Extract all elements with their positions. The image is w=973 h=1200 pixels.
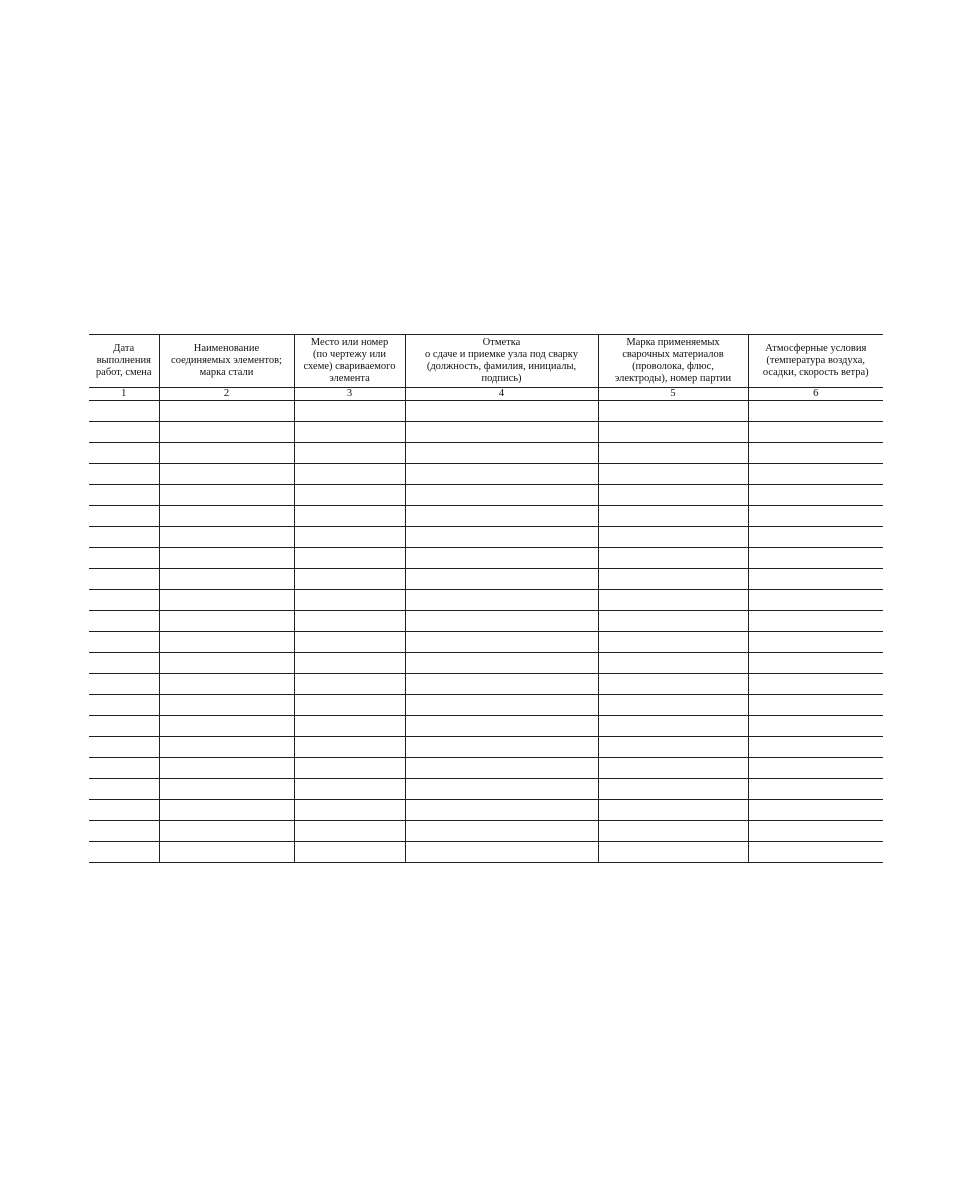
- table-row: [89, 758, 883, 779]
- table-cell: [405, 716, 598, 737]
- table-cell: [598, 674, 748, 695]
- table-cell: [598, 779, 748, 800]
- column-number: 6: [748, 388, 883, 401]
- header-acceptance-mark: Отметка о сдаче и приемке узла под сварку (должность, фамилия, инициалы, подпись): [405, 335, 598, 388]
- table-cell: [598, 716, 748, 737]
- table-cell: [159, 821, 294, 842]
- table-cell: [598, 527, 748, 548]
- table-cell: [405, 758, 598, 779]
- table-cell: [405, 548, 598, 569]
- table-row: [89, 653, 883, 674]
- table-cell: [89, 569, 159, 590]
- table-row: [89, 842, 883, 863]
- table-cell: [89, 716, 159, 737]
- table-cell: [89, 590, 159, 611]
- header-element-names-steel-grade: Наименование соединяемых элементов; марка стали: [159, 335, 294, 388]
- table-cell: [89, 695, 159, 716]
- table-cell: [598, 401, 748, 422]
- table-cell: [598, 569, 748, 590]
- table-cell: [159, 422, 294, 443]
- header-work-date-shift: Дата выполнения работ, смена: [89, 335, 159, 388]
- table-cell: [294, 569, 405, 590]
- table-cell: [748, 422, 883, 443]
- table-cell: [405, 569, 598, 590]
- table-row: [89, 548, 883, 569]
- table-cell: [748, 758, 883, 779]
- table-cell: [748, 716, 883, 737]
- table-cell: [294, 779, 405, 800]
- table-cell: [294, 842, 405, 863]
- table-cell: [748, 779, 883, 800]
- table-cell: [294, 443, 405, 464]
- table-cell: [405, 821, 598, 842]
- table-row: [89, 401, 883, 422]
- table-cell: [598, 758, 748, 779]
- table-cell: [89, 674, 159, 695]
- table-row: [89, 443, 883, 464]
- table-cell: [159, 737, 294, 758]
- table-cell: [89, 800, 159, 821]
- table-cell: [159, 674, 294, 695]
- table-row: [89, 632, 883, 653]
- table-cell: [598, 695, 748, 716]
- table-cell: [89, 548, 159, 569]
- table-cell: [598, 485, 748, 506]
- table-cell: [598, 548, 748, 569]
- table-cell: [294, 674, 405, 695]
- table-cell: [405, 632, 598, 653]
- table-cell: [294, 401, 405, 422]
- table-cell: [748, 443, 883, 464]
- table-cell: [294, 758, 405, 779]
- header-element-location: Место или номер (по чертежу или схеме) свариваемого элемента: [294, 335, 405, 388]
- table-cell: [748, 800, 883, 821]
- table-cell: [89, 632, 159, 653]
- table-row: [89, 800, 883, 821]
- table-cell: [294, 821, 405, 842]
- table-cell: [748, 401, 883, 422]
- table-cell: [748, 695, 883, 716]
- table-cell: [159, 842, 294, 863]
- table-cell: [405, 653, 598, 674]
- table-cell: [598, 653, 748, 674]
- table-row: [89, 464, 883, 485]
- header-welding-materials: Марка применяемых сварочных материалов (проволока, флюс, электроды), номер партии: [598, 335, 748, 388]
- table-cell: [159, 590, 294, 611]
- table-cell: [405, 443, 598, 464]
- table-cell: [294, 506, 405, 527]
- column-number: 1: [89, 388, 159, 401]
- table-cell: [294, 485, 405, 506]
- table-row: [89, 695, 883, 716]
- table-cell: [159, 611, 294, 632]
- column-number: 2: [159, 388, 294, 401]
- table-cell: [159, 401, 294, 422]
- table-cell: [89, 485, 159, 506]
- table-cell: [598, 821, 748, 842]
- table-cell: [405, 695, 598, 716]
- table-cell: [405, 485, 598, 506]
- table-cell: [405, 527, 598, 548]
- column-number: 3: [294, 388, 405, 401]
- table-row: [89, 527, 883, 548]
- table-cell: [159, 485, 294, 506]
- table-cell: [748, 842, 883, 863]
- table-cell: [159, 716, 294, 737]
- table-cell: [159, 548, 294, 569]
- table-cell: [405, 590, 598, 611]
- table-cell: [89, 737, 159, 758]
- table-cell: [748, 569, 883, 590]
- table-cell: [405, 842, 598, 863]
- journal-body: [89, 401, 883, 863]
- table-cell: [159, 758, 294, 779]
- table-cell: [159, 779, 294, 800]
- table-row: [89, 611, 883, 632]
- table-cell: [748, 506, 883, 527]
- table-cell: [294, 653, 405, 674]
- table-row: [89, 716, 883, 737]
- table-cell: [89, 779, 159, 800]
- table-cell: [748, 590, 883, 611]
- table-cell: [748, 464, 883, 485]
- table-cell: [294, 464, 405, 485]
- table-cell: [89, 821, 159, 842]
- table-cell: [294, 548, 405, 569]
- table-cell: [405, 611, 598, 632]
- table-cell: [748, 821, 883, 842]
- table-cell: [89, 464, 159, 485]
- table-cell: [598, 443, 748, 464]
- table-cell: [294, 632, 405, 653]
- table-cell: [405, 506, 598, 527]
- table-row: [89, 674, 883, 695]
- table-cell: [405, 674, 598, 695]
- table-cell: [294, 590, 405, 611]
- table-cell: [598, 632, 748, 653]
- table-cell: [598, 422, 748, 443]
- table-row: [89, 506, 883, 527]
- table-cell: [159, 653, 294, 674]
- table-cell: [405, 401, 598, 422]
- table-cell: [405, 422, 598, 443]
- table-cell: [598, 611, 748, 632]
- welding-journal-table: [89, 334, 883, 863]
- table-row: [89, 485, 883, 506]
- table-cell: [748, 737, 883, 758]
- table-cell: [159, 800, 294, 821]
- table-cell: [89, 401, 159, 422]
- table-cell: [159, 632, 294, 653]
- table-cell: [294, 422, 405, 443]
- table-cell: [89, 443, 159, 464]
- table-cell: [598, 464, 748, 485]
- table-row: [89, 737, 883, 758]
- table-cell: [405, 737, 598, 758]
- table-cell: [89, 422, 159, 443]
- table-cell: [294, 695, 405, 716]
- table-cell: [748, 632, 883, 653]
- table-cell: [89, 527, 159, 548]
- table-row: [89, 422, 883, 443]
- table-cell: [405, 464, 598, 485]
- table-cell: [89, 611, 159, 632]
- table-cell: [598, 842, 748, 863]
- table-row: [89, 590, 883, 611]
- column-number-row: [89, 388, 883, 401]
- welding-journal-form: [89, 334, 883, 863]
- table-row: [89, 779, 883, 800]
- table-cell: [748, 674, 883, 695]
- table-cell: [159, 443, 294, 464]
- table-cell: [748, 611, 883, 632]
- table-cell: [294, 527, 405, 548]
- table-cell: [748, 653, 883, 674]
- table-cell: [405, 779, 598, 800]
- table-cell: [89, 758, 159, 779]
- table-cell: [748, 548, 883, 569]
- table-cell: [748, 485, 883, 506]
- table-cell: [294, 611, 405, 632]
- table-cell: [159, 506, 294, 527]
- table-cell: [159, 695, 294, 716]
- table-row: [89, 821, 883, 842]
- table-cell: [598, 800, 748, 821]
- table-cell: [294, 716, 405, 737]
- table-cell: [405, 800, 598, 821]
- table-cell: [748, 527, 883, 548]
- table-cell: [598, 590, 748, 611]
- table-row: [89, 569, 883, 590]
- table-cell: [89, 653, 159, 674]
- table-cell: [159, 527, 294, 548]
- table-cell: [294, 800, 405, 821]
- table-cell: [159, 569, 294, 590]
- column-number: 4: [405, 388, 598, 401]
- table-cell: [294, 737, 405, 758]
- table-cell: [598, 737, 748, 758]
- column-number: 5: [598, 388, 748, 401]
- header-row: [89, 335, 883, 388]
- header-weather-conditions: Атмосферные условия (температура воздуха, осадки, скорость ветра): [748, 335, 883, 388]
- table-cell: [89, 506, 159, 527]
- table-cell: [89, 842, 159, 863]
- table-cell: [159, 464, 294, 485]
- table-cell: [598, 506, 748, 527]
